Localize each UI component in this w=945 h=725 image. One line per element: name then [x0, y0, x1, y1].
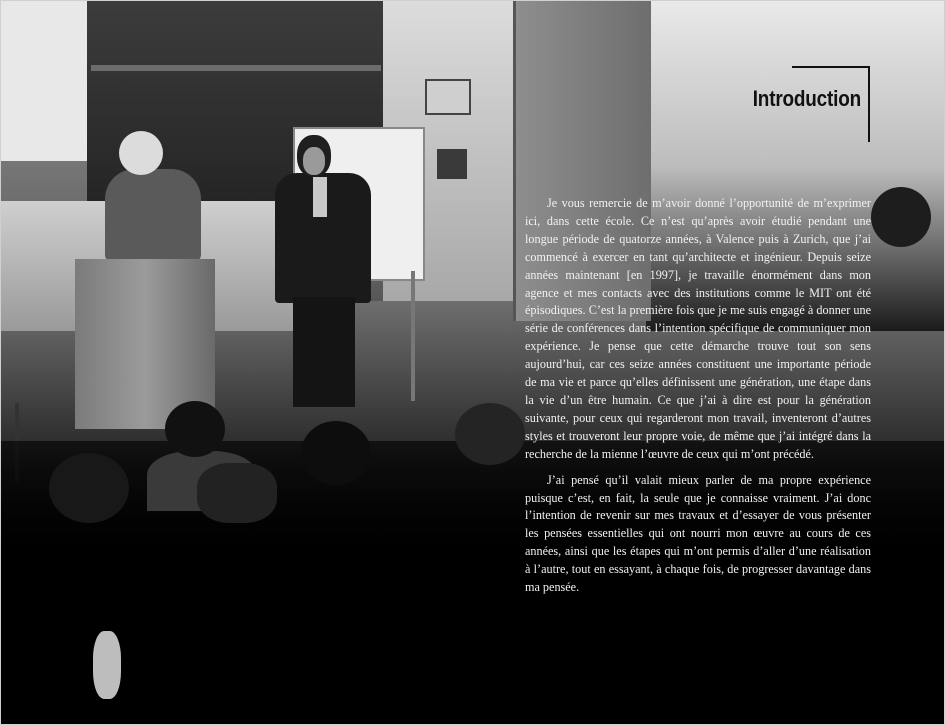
- title-rule-vertical: [868, 66, 870, 142]
- photo-audience-head: [49, 453, 129, 523]
- photo-host-body: [105, 169, 201, 261]
- photo-wall-sign: [437, 149, 467, 179]
- photo-audience-shoulders: [197, 463, 277, 523]
- photo-audience-head: [455, 403, 525, 465]
- photo-audience-head: [871, 187, 931, 247]
- photo-projection-screen: [1, 1, 97, 161]
- photo-speaker-shirt: [313, 177, 327, 217]
- photo-speaker-face: [303, 147, 325, 175]
- photo-wall-frame: [425, 79, 471, 115]
- photo-audience-head: [301, 421, 371, 485]
- paragraph: Je vous remercie de m’avoir donné l’opportunité de m’exprimer ici, dans cette école. Ce n’est qu’après avoir étudié pendant une longue période de quatorze années, à Valence puis à Zurich, que j’ai commencé à exercer en tant qu’architecte et ingénieur. Depuis seize années maintenant [en 1997], je travaille énormément dans mon agence et mes contacts avec des institutions comme le MIT ont été épisodiques. C’est la première fois que je me suis engagé à donner une série de conférences dans l’intention spécifique de communiquer mon expérience. Je pense que cette démarche trouve tout son sens aujourd’hui, car ces seize années constituent une importante période de ma vie et parce qu’elles définissent une génération, une étape dans la vie d’un être humain. Ce que j’ai à dire est pour la génération suivante, pour ceux qui regarderont mon travail, inventeront d’autres styles et trouveront leur propre voie, de même que j’ai intégré dans la recherche de la mienne l’œuvre de ceux qui m’ont précédé.: [525, 196, 871, 461]
- photo-host-head: [119, 131, 163, 175]
- photo-flipchart-stand: [411, 271, 415, 401]
- title-rule-horizontal: [792, 66, 870, 68]
- chapter-title: Introduction: [752, 86, 861, 111]
- body-text: [525, 195, 871, 597]
- photo-speaker-legs: [293, 297, 355, 407]
- photo-audience-head: [165, 401, 225, 457]
- photo-board-rail: [91, 65, 381, 71]
- paragraph: J’ai pensé qu’il valait mieux parler de ma propre expérience puisque c’est, en fait, la seule que je connaisse vraiment. J’ai donc l’intention de revenir sur mes travaux et d’essayer de vous présenter les pensées essentielles qui ont nourri mon œuvre au cours de ces années, ainsi que les étapes qui m’ont permis d’aller d’une réalisation à l’autre, tout en essayant, à chaque fois, de progresser davantage dans ma pensée.: [525, 472, 871, 595]
- photo-audience-sleeve: [93, 631, 121, 699]
